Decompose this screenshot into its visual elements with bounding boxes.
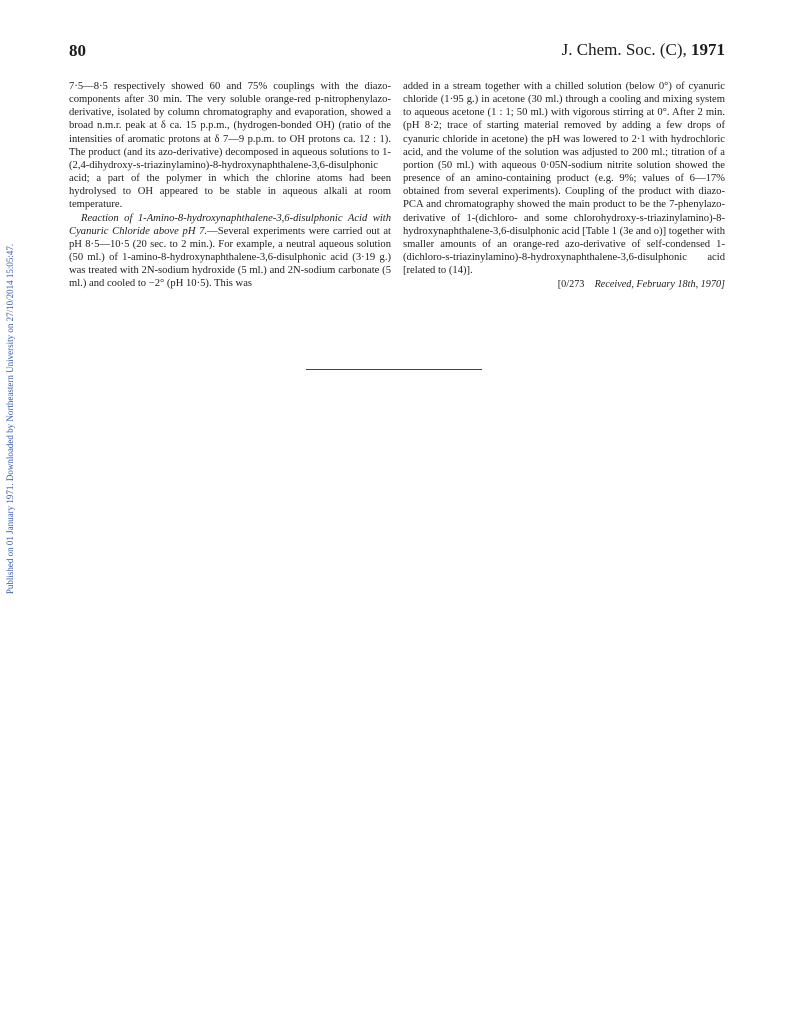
journal-year: 1971 xyxy=(691,40,725,59)
page-number: 80 xyxy=(69,41,86,60)
paragraph-continued: 7·5—8·5 respectively showed 60 and 75% couplings with the diazo-components after 30 min. The very soluble orange-red p-nitrophenylazo-derivative, isolated by column chromatography and evaporation, showed a broad n.m.r. peak at δ ca. 15 p.p.m., (hydrogen-bonded OH) (ratio of the intensities of aromatic protons at δ 7—9 p.p.m. to OH protons ca. 12 : 1). The product (and its azo-derivative) decomposed in aqueous solutions to 1-(2,4-dihydroxy-s-triazinylamino)-8-hydroxynaphthalene-3,6-disulphonic acid; a part of the polymer in which the chlorine atoms had been hydrolysed to OH appeared to be stable in aqueous alkali at room temperature. xyxy=(69,81,391,211)
journal-name: J. Chem. Soc. (C), xyxy=(561,40,687,59)
section-body: —Several experiments were carried out at pH 8·5—10·5 (20 sec. to 2 min.). For example, a neutral aqueous solution (50 ml.) of 1-amino-8-hydroxynaphthalene-3,6-disulphonic acid (3·19 g.) was treated with 2N-sodium hydroxide (5 ml.) and 2N-sodium carbonate (5 ml.) and cooled to −2° (pH 10·5). This was xyxy=(69,225,391,290)
right-column xyxy=(403,80,725,292)
download-notice-text: Published on 01 January 1971. Downloaded by Northeastern University on 27/10/2014 15:05:47. xyxy=(5,243,15,595)
download-notice xyxy=(4,214,16,624)
reference-code: [0/273 xyxy=(557,279,585,291)
paragraph-reaction xyxy=(69,212,391,291)
end-divider xyxy=(306,369,482,370)
section-heading: Reaction of 1-Amino-8-hydroxynaphthalene-3,6-disulphonic Acid with Cyanuric Chloride above pH 7. xyxy=(69,212,391,237)
paragraph-procedure: added in a stream together with a chilled solution (below 0°) of cyanuric chloride (1·95 g.) in acetone (30 ml.) through a cooling and mixing system to aqueous acetone (1 : 1; 50 ml.) with vigorous stirring at 0°. After 2 min. (pH 8·2; trace of starting material removed by adding a few drops of cyanuric chloride in acetone) the pH was lowered to 2·1 with hydrochloric acid, and the volume of the solution was adjusted to 200 ml.; titration of a portion (50 ml.) with aqueous 0·05N-sodium nitrite solution showed the presence of an amino-containing product (e.g. 9%; values of 6—17% obtained from several experiments). Coupling of the product with diazo-PCA and chromatography showed the main product to be the 7-phenylazo-derivative of 1-(dichloro- and some chlorohydroxy-s-triazinylamino)-8-hydroxynaphthalene-3,6-disulphonic acid [Table 1 (3e and o)] together with smaller amounts of an orange-red azo-derivative of self-condensed 1-(dichloro-s-triazinylamino)-8-hydroxynaphthalene-3,6-disulphonic acid [related to (14)]. xyxy=(403,81,725,277)
journal-header xyxy=(562,40,725,60)
received-line xyxy=(403,278,725,291)
received-date: Received, February 18th, 1970] xyxy=(594,279,725,291)
left-column xyxy=(69,80,391,291)
